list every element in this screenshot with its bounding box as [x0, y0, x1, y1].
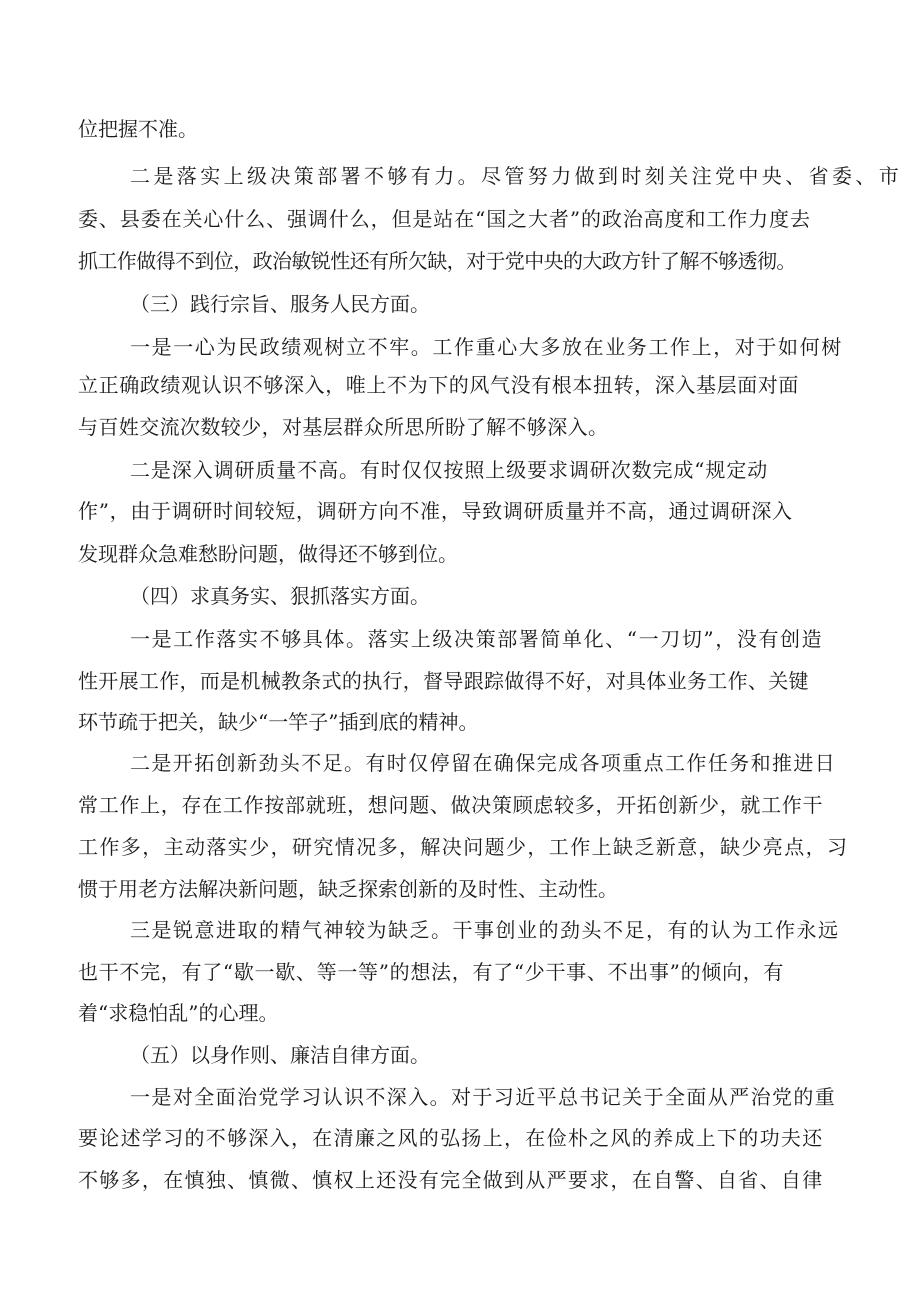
text-line: 一是对全面治党学习认识不深入。对于习近平总书记关于全面从严治党的重: [130, 1085, 837, 1109]
text-line: 二是深入调研质量不高。有时仅仅按照上级要求调研次数完成“规定动: [130, 458, 769, 482]
text-line: 立正确政绩观认识不够深入，唯上不为下的风气没有根本扭转，深入基层面对面: [78, 373, 799, 397]
text-line: 不够多，在慎独、慎微、慎权上还没有完全做到从严要求，在自警、自省、自律: [78, 1168, 824, 1192]
text-line: 三是锐意进取的精气神较为缺乏。干事创业的劲头不足，有的认为工作永远: [130, 918, 840, 942]
text-line: 与百姓交流次数较少，对基层群众所思所盼了解不够深入。: [78, 415, 609, 439]
text-line: 常工作上，存在工作按部就班，想问题、做决策顾虑较多，开拓创新少，就工作干: [78, 793, 824, 817]
text-line: 位把握不准。: [78, 117, 198, 141]
text-line: 二是落实上级决策部署不够有力。尽管努力做到时刻关注党中央、省委、市: [130, 164, 903, 188]
text-line: 环节疏于把关，缺少“一竿子”插到底的精神。: [78, 710, 479, 734]
text-line: 也干不完，有了“歇一歇、等一等”的想法，有了“少干事、不出事”的倾向，有: [78, 960, 785, 984]
text-line: 一是一心为民政绩观树立不牢。工作重心大多放在业务工作上，对于如何树: [130, 335, 843, 359]
text-line: 着“求稳怕乱”的心理。: [78, 1001, 279, 1025]
text-line: 抓工作做得不到位，政治敏锐性还有所欠缺，对于党中央的大政方针了解不够透彻。: [78, 249, 796, 273]
text-line: 工作多，主动落实少，研究情况多，解决问题少，工作上缺乏新意，缺少亮点，习: [78, 835, 849, 859]
section-heading: （三）践行宗旨、服务人民方面。: [130, 292, 430, 316]
text-line: 作”，由于调研时间较短，调研方向不准，导致调研质量并不高，通过调研深入: [78, 499, 793, 523]
text-line: 委、县委在关心什么、强调什么，但是站在“国之大者”的政治高度和工作力度去: [78, 207, 811, 231]
text-line: 一是工作落实不够具体。落实上级决策部署简单化、“一刀切”，没有创造: [130, 627, 824, 651]
section-heading: （五）以身作则、廉洁自律方面。: [130, 1043, 430, 1067]
section-heading: （四）求真务实、狠抓落实方面。: [130, 584, 430, 608]
text-line: 要论述学习的不够深入，在清廉之风的弘扬上，在俭朴之风的养成上下的功夫还: [78, 1126, 824, 1150]
text-line: 发现群众急难愁盼问题，做得还不够到位。: [78, 542, 458, 566]
text-line: 惯于用老方法解决新问题，缺乏探索创新的及时性、主动性。: [78, 877, 618, 901]
text-line: 二是开拓创新劲头不足。有时仅停留在确保完成各项重点工作任务和推进日: [130, 751, 837, 775]
text-line: 性开展工作，而是机械教条式的执行，督导跟踪做得不好，对具体业务工作、关键: [78, 669, 809, 693]
